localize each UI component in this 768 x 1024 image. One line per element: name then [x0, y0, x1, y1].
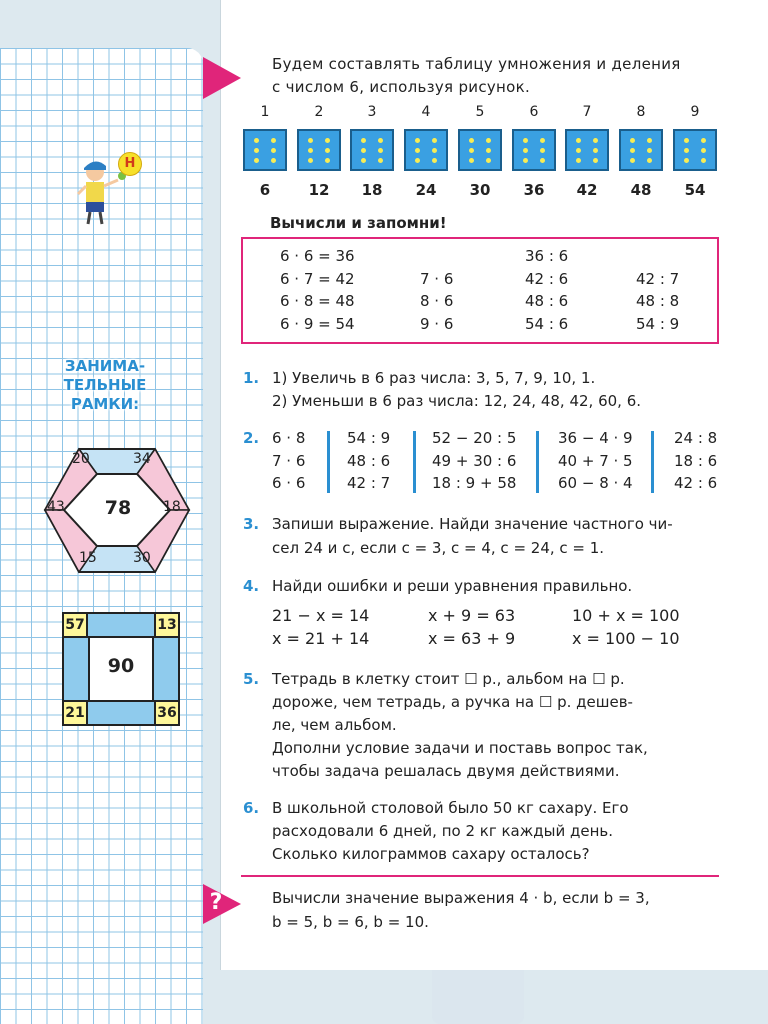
- task-3-number: 3.: [243, 515, 260, 533]
- task-4-equation: 21 − x = 14: [272, 606, 370, 625]
- die-product-label: 12: [308, 181, 330, 199]
- task-2-expression: 40 + 7 · 5: [558, 451, 633, 470]
- question-mark-icon: ?: [209, 890, 223, 915]
- die-product-label: 42: [576, 181, 598, 199]
- frames-title-line: ЗАНИМА-: [64, 357, 146, 375]
- die-index-label: 6: [529, 104, 539, 120]
- intro-line-2: с числом 6, используя рисунок.: [272, 78, 531, 96]
- die-index-label: 3: [367, 104, 377, 120]
- die-six-icon: [565, 129, 609, 171]
- task-5-line-1: Тетрадь в клетку стоит ☐ р., альбом на ☐ р.: [272, 670, 625, 688]
- die-index-label: 1: [260, 104, 270, 120]
- die-index-label: 5: [475, 104, 485, 120]
- task-4-equation: 10 + x = 100: [572, 606, 680, 625]
- die-six-icon: [458, 129, 502, 171]
- hexagon-value-top-left: 20: [72, 451, 90, 467]
- memo-expression: 6 · 7 = 42: [280, 269, 355, 288]
- die-product-label: 30: [469, 181, 491, 199]
- task-4-equation: x = 63 + 9: [428, 629, 516, 648]
- hexagon-center-value: 78: [104, 497, 132, 519]
- frames-title-line: РАМКИ:: [70, 395, 140, 413]
- die-index-label: 7: [582, 104, 592, 120]
- intro-line-1: Будем составлять таблицу умножения и деления: [272, 55, 681, 73]
- task-3-line-2: сел 24 и c, если c = 3, c = 4, c = 24, c = 1.: [272, 539, 605, 557]
- task-1-number: 1.: [243, 369, 260, 387]
- task-5-line-4: Дополни условие задачи и поставь вопрос так,: [272, 739, 648, 757]
- memo-expression: 42 : 6: [525, 269, 569, 288]
- die-index-label: 2: [314, 104, 324, 120]
- die-six-icon: [619, 129, 663, 171]
- intro-marker: [203, 57, 241, 99]
- frames-title-line: ТЕЛЬНЫЕ: [63, 376, 147, 394]
- task-5-line-2: дороже, чем тетрадь, а ручка на ☐ р. дешев-: [272, 693, 633, 711]
- memo-expression: 42 : 7: [636, 269, 680, 288]
- square-value-top-left: 57: [62, 612, 88, 638]
- task-5-number: 5.: [243, 670, 260, 688]
- task-2-expression: 6 · 6: [272, 474, 306, 492]
- memo-expression: 36 : 6: [525, 247, 569, 265]
- die-six-icon: [243, 129, 287, 171]
- hexagon-value-top-right: 34: [133, 451, 151, 467]
- task-1-line-2: 2) Уменьши в 6 раз числа: 12, 24, 48, 42, 60, 6.: [272, 392, 642, 410]
- memo-expression: 6 · 6 = 36: [280, 247, 355, 265]
- task-5-line-5: чтобы задача решалась двумя действиями.: [272, 762, 620, 780]
- die-product-label: 24: [415, 181, 437, 199]
- die-six-icon: [404, 129, 448, 171]
- task-2-expression: 42 : 6: [674, 474, 718, 492]
- hexagon-value-bottom-left: 15: [79, 550, 97, 566]
- task-2-expression: 18 : 9 + 58: [432, 474, 517, 492]
- memo-expression: 48 : 8: [636, 292, 680, 310]
- task-4-equation: x = 21 + 14: [272, 629, 370, 648]
- die-index-label: 8: [636, 104, 646, 120]
- die-six-icon: [350, 129, 394, 171]
- task-1-line-1: 1) Увеличь в 6 раз числа: 3, 5, 7, 9, 10, 1.: [272, 369, 596, 387]
- question-line-1: Вычисли значение выражения 4 · b, если b = 3,: [272, 889, 650, 907]
- memo-expression: 54 : 9: [636, 314, 680, 333]
- task-6-number: 6.: [243, 799, 260, 817]
- task-2-number: 2.: [243, 429, 260, 447]
- die-product-label: 6: [259, 181, 271, 199]
- memo-expression: 54 : 6: [525, 314, 569, 333]
- task-2-divider: [536, 431, 539, 493]
- badge-letter: Н: [118, 152, 142, 176]
- task-2-expression: 54 : 9: [347, 429, 391, 447]
- question-line-2: b = 5, b = 6, b = 10.: [272, 913, 429, 931]
- task-3-line-1: Запиши выражение. Найди значение частного чи-: [272, 515, 673, 533]
- square-value-top-right: 13: [154, 612, 180, 638]
- task-2-expression: 60 − 8 · 4: [558, 474, 633, 492]
- task-2-expression: 7 · 6: [272, 451, 306, 470]
- die-six-icon: [512, 129, 556, 171]
- die-product-label: 54: [684, 181, 706, 199]
- frames-title: [50, 357, 160, 414]
- memo-expression: 7 · 6: [420, 269, 454, 288]
- task-2-expression: 42 : 7: [347, 474, 391, 492]
- task-2-expression: 36 − 4 · 9: [558, 429, 633, 447]
- memo-expression: 9 · 6: [420, 314, 454, 333]
- die-index-label: 4: [421, 104, 431, 120]
- hexagon-value-left: 43: [47, 499, 65, 515]
- die-product-label: 18: [361, 181, 383, 199]
- die-product-label: 36: [523, 181, 545, 199]
- die-index-label: 9: [690, 104, 700, 120]
- task-2-expression: 24 : 8: [674, 429, 718, 447]
- task-6-line-1: В школьной столовой было 50 кг сахару. Его: [272, 799, 629, 817]
- task-2-divider: [651, 431, 654, 493]
- memo-expression: 8 · 6: [420, 292, 454, 310]
- question-divider: [241, 875, 719, 877]
- task-2-expression: 52 − 20 : 5: [432, 429, 517, 447]
- task-2-expression: 48 : 6: [347, 451, 391, 470]
- square-value-bottom-left: 21: [62, 700, 88, 726]
- memo-expression: 6 · 9 = 54: [280, 314, 355, 333]
- task-4-equation: x + 9 = 63: [428, 606, 516, 625]
- task-6-line-3: Сколько килограммов сахару осталось?: [272, 845, 590, 863]
- die-six-icon: [673, 129, 717, 171]
- task-5-line-3: ле, чем альбом.: [272, 716, 397, 734]
- task-2-expression: 6 · 8: [272, 429, 306, 447]
- hexagon-value-right: 18: [163, 499, 181, 515]
- memo-expression: 48 : 6: [525, 292, 569, 310]
- die-six-icon: [297, 129, 341, 171]
- task-6-line-2: расходовали 6 дней, по 2 кг каждый день.: [272, 822, 613, 840]
- hexagon-value-bottom-right: 30: [133, 550, 151, 566]
- task-2-expression: 18 : 6: [674, 451, 718, 470]
- top-margin: [0, 0, 220, 48]
- task-2-expression: 49 + 30 : 6: [432, 451, 517, 470]
- square-center-value: 90: [107, 655, 135, 677]
- task-4-number: 4.: [243, 577, 260, 595]
- task-4-line-1: Найди ошибки и реши уравнения правильно.: [272, 577, 633, 595]
- task-2-divider: [413, 431, 416, 493]
- page-number-tab: [432, 970, 524, 1024]
- task-2-divider: [327, 431, 330, 493]
- memo-title: Вычисли и запомни!: [270, 214, 447, 232]
- page-bottom-edge: [221, 944, 768, 970]
- memo-expression: 6 · 8 = 48: [280, 292, 355, 310]
- die-product-label: 48: [630, 181, 652, 199]
- task-4-equation: x = 100 − 10: [572, 629, 680, 648]
- square-value-bottom-right: 36: [154, 700, 180, 726]
